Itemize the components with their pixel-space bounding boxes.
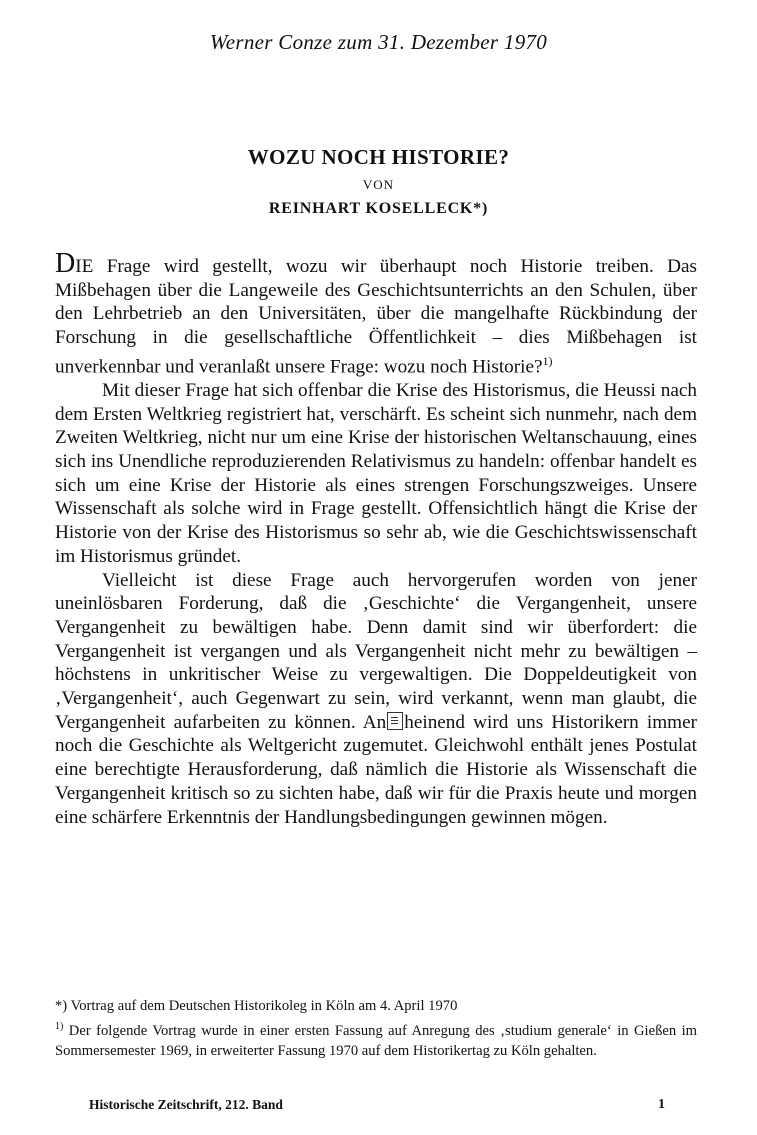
article-body bbox=[55, 248, 697, 829]
paragraph-3-text-a: Vielleicht ist diese Frage auch hervorgerufen worden von jener uneinlösbaren Forderung, daß die ‚Geschichte‘ die Vergangenheit, unsere Vergangenheit zu bewältigen habe. Denn damit sind wir überfordert: die Vergangenheit ist vergangen und als Vergangenheit nicht mehr zu bewältigen – höchstens in unkritischer Weise zu vergewaltigen. Die Doppeldeutigkeit von ‚Vergangenheit‘, auch Gegenwart zu sein, wird verkannt, wenn man glaubt, die Vergangenheit aufarbeiten zu können. An bbox=[55, 569, 697, 733]
footnote-1 bbox=[55, 996, 697, 1017]
footnote-1-text: Vortrag auf dem Deutschen Historikoleg in Köln am 4. April 1970 bbox=[70, 998, 458, 1014]
document-marker-icon[interactable] bbox=[387, 712, 403, 730]
paragraph-2: Mit dieser Frage hat sich offenbar die Krise des Historismus, die Heussi nach dem Ersten Weltkrieg registriert hat, verschärft. Es scheint sich nunmehr, nach dem Zweiten Weltkrieg, nicht nur um eine Krise der historischen Weltanschauung, eines sich ins Unendliche reproduzierenden Relativismus zu handeln: offenbar handelt es sich um eine Krise der Historie als eines strengen Forschungszweiges. Unsere Wissenschaft als solche wird in Frage gestellt. Offensichtlich hängt die Krise der Historie von der Krise des Historismus so sehr ab, wie die Geschichtswissenschaft im Historismus gründet. bbox=[55, 379, 697, 567]
footnotes bbox=[55, 996, 697, 1061]
footnote-2-text: Der folgende Vortrag wurde in einer ersten Fassung auf Anregung des ‚studium generale‘ in Gießen im Sommersemester 1969, in erweiterter Fassung 1970 auf dem Historikertag zu Köln gehalten. bbox=[55, 1022, 697, 1059]
journal-footer: Historische Zeitschrift, 212. Band bbox=[89, 1097, 283, 1112]
paragraph-1 bbox=[55, 248, 697, 379]
footnote-ref-1[interactable]: 1) bbox=[542, 353, 553, 368]
paragraph-1-text: IE Frage wird gestellt, wozu wir überhaupt noch Historie treiben. Das Mißbehagen über die Langeweile des Geschichtsunterrichts an den Schulen, über den Lehrbetrieb an den Universitäten, über die mangelhafte Rückbindung der Forschung in die gesellschaftliche Öffentlichkeit – dies Mißbehagen ist unverkennbar und veranlaßt unsere Frage: wozu noch Historie? bbox=[55, 256, 697, 378]
footnote-2-mark: 1) bbox=[55, 1020, 64, 1032]
article-title: WOZU NOCH HISTORIE? bbox=[247, 145, 510, 169]
byline-von: VON bbox=[362, 177, 395, 192]
drop-cap: D bbox=[55, 248, 76, 279]
footnote-1-mark: *) bbox=[55, 998, 68, 1014]
paragraph-3 bbox=[55, 569, 697, 830]
article-author: REINHART KOSELLECK*) bbox=[268, 200, 489, 217]
footnote-2 bbox=[55, 1017, 697, 1062]
paragraph-3-text-b: heinend wird uns Historikern immer noch die Geschichte als Weltgericht zugemutet. Gleichwohl enthält jenes Postulat eine berechtigte Herausforderung, daß nämlich die Historie als Wissenschaft die Vergangenheit kritisch so zu sichten habe, daß wir für die Praxis heute und morgen eine schärfere Erkenntnis der Handlungsbedingungen gewinnen mögen. bbox=[55, 711, 697, 828]
page-number: 1 bbox=[658, 1097, 665, 1112]
dedication: Werner Conze zum 31. Dezember 1970 bbox=[209, 30, 548, 54]
